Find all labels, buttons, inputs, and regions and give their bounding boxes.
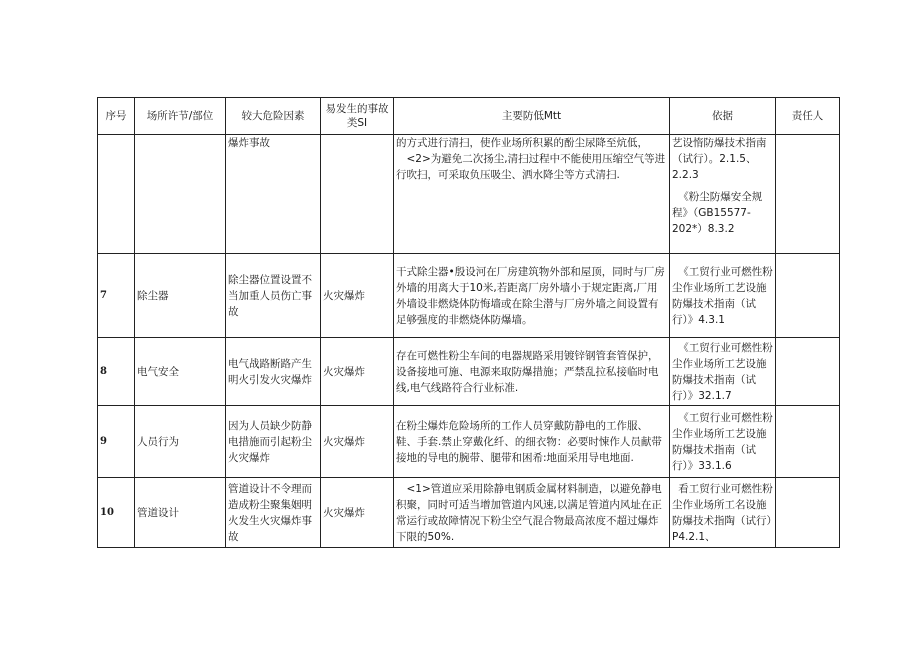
cell-no: 10: [98, 478, 135, 548]
table-row: [98, 254, 840, 338]
cell-measures: 干式除尘器•殷设河在厂房建筑物外部和屋顶，同时与厂房外墙的用离大于10米,若距离厂房外墙小于规定距离,厂用外墙设非燃烧体防悔墙或在除尘潜与厂房外墙之间设置有足够强度的非燃烧体防爆墙。: [394, 254, 670, 338]
table-row: [98, 338, 840, 406]
cell-accident: 火灾爆炸: [321, 254, 394, 338]
measure-line: 的方式进行清扫，使作业场所积累的酚尘尿降至炕低，: [396, 137, 648, 149]
header-row: [98, 98, 840, 135]
header-measures: 主要防低Mtt: [394, 98, 670, 135]
basis-line: 《粉尘防爆安全规程》（GB15577-202*）8.3.2: [672, 191, 763, 235]
table-row: [98, 135, 840, 254]
cell-risk: 电气战路断路产生明火引发火灾爆炸: [226, 338, 321, 406]
measure-line: <2>为避免二次扬尘,清扫过程中不能使用压缩空气等进行吹扫，可采取负压吸尘、洒水降尘等方式清扫.: [396, 153, 666, 181]
cell-person: [776, 478, 840, 548]
cell-person: [776, 254, 840, 338]
cell-risk: 爆炸事故: [226, 135, 321, 254]
cell-basis: 《工贸行业可燃性粉尘作业场所工艺设施防爆技术指南（试行）》32.1.7: [670, 338, 776, 406]
hazard-table: [97, 97, 840, 548]
cell-accident: 火灾爆炸: [321, 478, 394, 548]
cell-risk: 管道设计不令理而造成粉尘聚集姻明火发生火灾爆炸事故: [226, 478, 321, 548]
cell-accident: [321, 135, 394, 254]
table-row: [98, 406, 840, 478]
header-person: 责任人: [776, 98, 840, 135]
cell-basis: 《工贸行业可燃性粉尘作业场所工艺设施防爆技术指南（试行）》33.1.6: [670, 406, 776, 478]
cell-risk: 除尘器位置设置不当加重人员伤亡事故: [226, 254, 321, 338]
header-risk: 较大危险因素: [226, 98, 321, 135]
cell-place: 管道设计: [135, 478, 226, 548]
cell-measures: [394, 135, 670, 254]
cell-basis: 《工贸行业可燃性粉尘作业场所工艺设施防爆技术指南（试行）》4.3.1: [670, 254, 776, 338]
hazard-table-page: [97, 97, 840, 548]
cell-measures: 在粉尘爆炸危险场所的工作人员穿戴防静电的工作服、鞋、手套.禁止穿戴化纤、的细衣物：必要时悚作人员献带接地的导电的腕带、腿带和困希:地面采用导电地面.: [394, 406, 670, 478]
cell-place: 人员行为: [135, 406, 226, 478]
cell-person: [776, 338, 840, 406]
cell-risk: 因为人员缺少防静电措施而引起粉尘火灾爆炸: [226, 406, 321, 478]
cell-accident: 火灾爆炸: [321, 406, 394, 478]
cell-no: 9: [98, 406, 135, 478]
cell-person: [776, 406, 840, 478]
cell-place: 电气安全: [135, 338, 226, 406]
header-basis: 依据: [670, 98, 776, 135]
basis-line: 艺设惰防爆技术指南（试行）。2.1.5、2.2.3: [672, 137, 767, 181]
cell-measures: <1>管道应采用除静电钢质金属材料制造，以避免静电积聚，同时可适当增加管道内风速,以满足管道内风址在正常运行或故障情况下粉尘空气混合物最高浓度不超过爆炸下限的50%.: [394, 478, 670, 548]
cell-measures: 存在可燃性粉尘车间的电器规路采用镀锌钢管套管保护，设备接地可施、电源来取防爆措施；严禁乱拉私接临时电线,电气线路符合行业标准.: [394, 338, 670, 406]
cell-basis: 看工贸行业可燃性粉尘作业场所工名设施防爆技术指陶（试行）P4.2.1、: [670, 478, 776, 548]
header-accident: 易发生的事故类SI: [321, 98, 394, 135]
cell-place: [135, 135, 226, 254]
table-row: [98, 478, 840, 548]
cell-accident: 火灾爆炸: [321, 338, 394, 406]
cell-no: [98, 135, 135, 254]
cell-no: 7: [98, 254, 135, 338]
cell-person: [776, 135, 840, 254]
cell-basis: [670, 135, 776, 254]
header-place: 场所许节/部位: [135, 98, 226, 135]
cell-place: 除尘器: [135, 254, 226, 338]
header-no: 序号: [98, 98, 135, 135]
cell-no: 8: [98, 338, 135, 406]
